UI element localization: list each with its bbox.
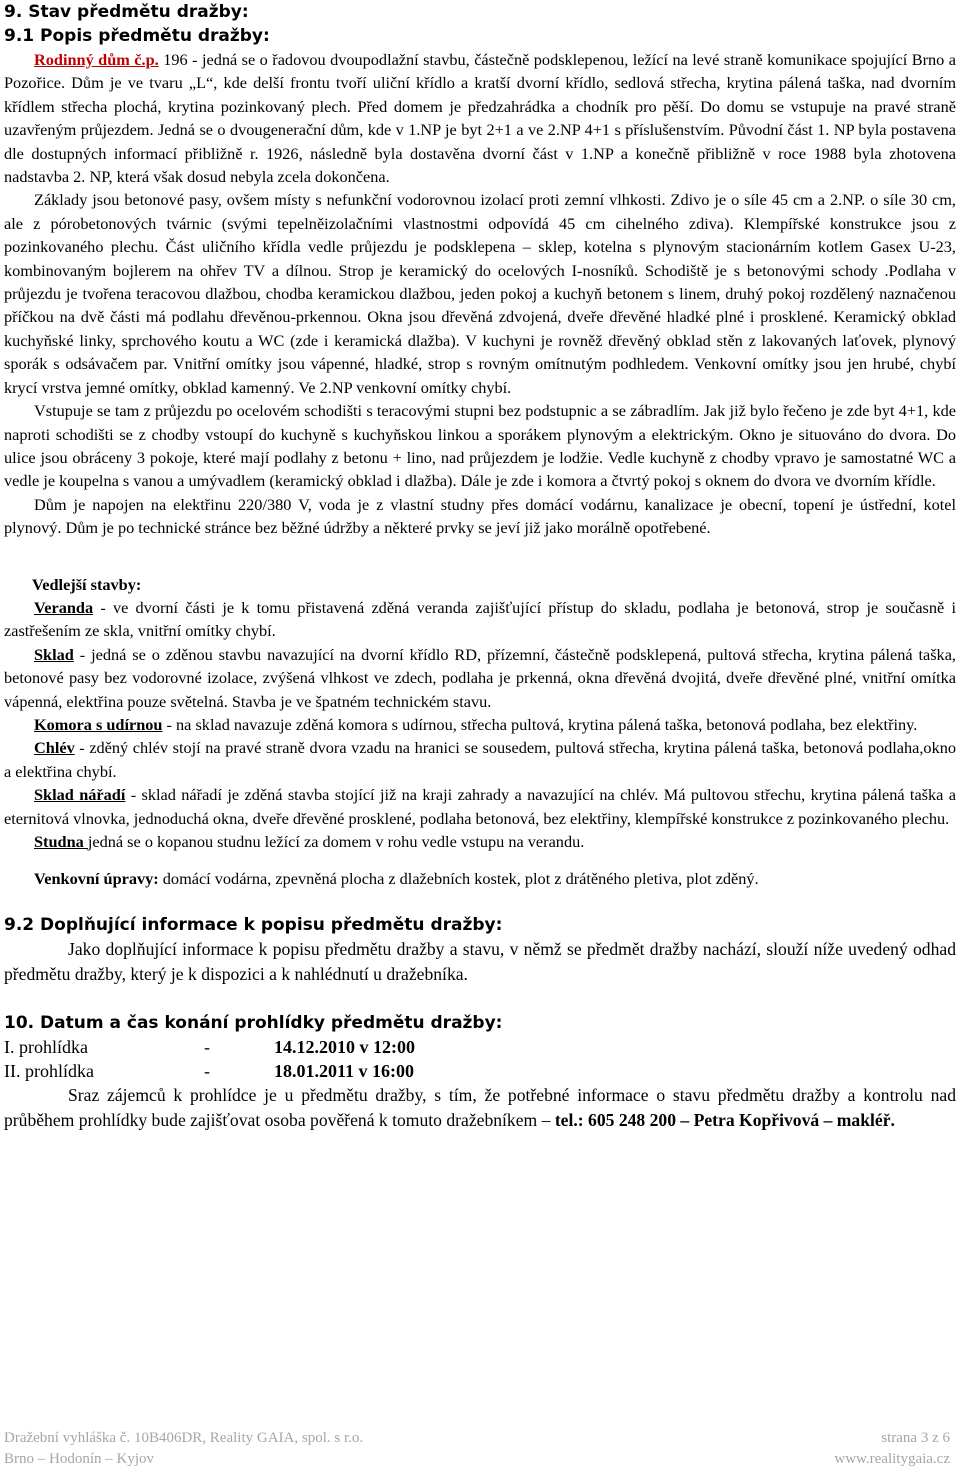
section-10-text: Sraz zájemců k prohlídce je u předmětu dražby, s tím, že potřebné informace o stavu předmětu dražby a kontrolu nad průběhem prohlídky bude zajišťovat osoba pověřená k tomuto dražebníkem – tel.: 605 248 200 – Petra Kopřivová – makléř. (4, 1084, 956, 1130)
house-text: 196 - jedná se o řadovou dvoupodlažní stavbu, částečně podsklepenou, ležící na levé straně komunikace spojující Brno a Pozořice. Dům je ve tvaru „L“, kde delší frontu tvoří uliční křídlo a kratší dvorní křídlo, sedlová střecha, krytina pálená taška, nad dvorním křídlem střecha plochá, krytina pozinkovaný plech. Před domem je předzahrádka a chodník pro pěší. Do domu se vstupuje na pravé straně uzavřeným průjezdem. Jedná se o dvougenerační dům, kde v 1.NP je byt 2+1 a ve 2.NP 4+1 s příslušenstvím. Původní část 1. NP byla postavena dle dostupných informací přibližně r. 1926, následně byla dostavěna dvorní část v 1.NP a konečně přibližně v roce 1988 byla zhotovena nadstavba 2. NP, která však dosud nebyla zcela dokončena. (4, 50, 956, 187)
komora-label: Komora s udírnou (34, 714, 163, 734)
studna-label: Studna (34, 832, 88, 851)
footer-locations: Brno – Hodonín – Kyjov (4, 1451, 154, 1467)
outbuilding-komora: Komora s udírnou - na sklad navazuje zděná komora s udírnou, střecha pultová, krytina pálená taška, betonová podlaha, bez elektřiny. (34, 714, 918, 734)
paragraph-upper-floor: Vstupuje se tam z průjezdu po ocelovém schodišti s teracovými stupni bez podstupnic a se zábradlím. Jak již bylo řečeno je zde byt 4+1, kde naproti schodišti se z chodby vstoupí do kuchyně s kuchyňskou linkou a sporákem plynovým a elektrickým. Okno je situováno do dvora. Do ulice jsou obráceny 3 pokoje, které mají podlahy z betonu + lino, nad průjezdem je lodžie. Vedle kuchyně z chodby vpravo je samostatné WC a vedle je koupelna s vanou a umývadlem (keramický obklad i dlažba). Dále je zde i komora a čtvrtý pokoj s oknem do dvora ve dvorním křídle. (4, 401, 956, 491)
outdoor-label: Venkovní úpravy: (34, 869, 159, 889)
outbuilding-studna: Studna jedná se o kopanou studnu ležící za domem v rohu vedle vstupu na verandu. (34, 832, 585, 851)
tour-row-1: I. prohlídka - 14.12.2010 v 12:00 (4, 1036, 415, 1057)
page-footer (4, 1428, 950, 1470)
outbuilding-sklad: Sklad - jedná se o zděnou stavbu navazující na dvorní křídlo RD, přízemní, částečně podsklepená, pultová střecha, krytina pálená taška, betonové pasy bez vodorovné izolace, zvýšená vlhkost ve zdech, podlaha je prkenná, okna dřevěná dvojitá, dveře dřevěné plné, vnitřní omítka vápenná, elektřina pouze světelná. Stavba je ve špatném technickém stavu. (4, 644, 956, 711)
house-label: Rodinný dům č.p. (34, 50, 159, 69)
outbuilding-chlev: Chlév - zděný chlév stojí na pravé straně dvora vzadu na hranici se sousedem, pultová střecha, krytina pálená taška, betonová podlaha,okno a elektřina chybí. (4, 738, 956, 781)
footer-website: www.realitygaia.cz (834, 1451, 950, 1467)
footer-document-ref: Dražební vyhláška č. 10B406DR, Reality GAIA, spol. s r.o. (4, 1430, 364, 1446)
section-9-2-text: Jako doplňující informace k popisu předmětu dražby a stavu, v němž se předmět dražby nachází, slouží níže uvedený odhad předmětu dražby, který je k dispozici a k nahlédnutí u dražebníka. (4, 938, 956, 984)
paragraph-utilities: Dům je napojen na elektřinu 220/380 V, voda je z vlastní studny přes domácí vodárnu, kanalizace je obecní, topení je ústřední, kotel plynový. Dům je po technické stránce bez běžné údržby a některé prvky se jeví již jako morálně opotřebené. (4, 494, 956, 538)
paragraph-house (4, 48, 956, 188)
paragraph-construction: Základy jsou betonové pasy, ovšem místy s nefunkční vodorovnou izolací proti zemní vlhkosti. Zdivo je o síle 45 cm a 2.NP. o síle 30 cm, ale z pórobetonových tvárnic (svými tepelněizolačními vlastnostmi odpovídá 45 cm cihelného zdiva). Klempířské konstrukce jsou z pozinkovaného plechu. Část uličního křídla vedle průjezdu je podsklepena – sklep, kotelna s plynovým stacionárním kotlem Gasex U-23, kombinovaným bojlerem na ohřev TV a dílnou. Strop je keramický do ocelových I-nosníků. Schodiště je s betonovými schody .Podlaha v průjezdu je tvořena teracovou dlažbou, chodba keramickou dlažbou, jeden pokoj a kuchyň betonem s linem, druhý pokoj rozdělený naznačenou příčkou na dvě části má podlahu dřevěnou-prkennou. Okna jsou dřevěná zdvojená, dveře dřevěné hladké plné i prosklené. Keramický obklad kuchyňské linky, sprchového koutu a WC (zde i keramická dlažba). V kuchyni je rovněž dřevěný obklad stěn z lakovaných laťovek, plynový sporák s odsávačem par. Vnitřní omítky jsou vápenné, hladké, strop s rovným omítnutým podhledem. Venkovní omítky jsou jen hrubé, chybí krycí vrstva jemné omítky, obklad kamenný. Ve 2.NP venkovní omítky chybí. (4, 190, 956, 397)
veranda-label: Veranda (34, 597, 94, 617)
outbuilding-naradi: Sklad nářadí - sklad nářadí je zděná stavba stojící již na kraji zahrady a navazující na chlév. Má pultovou střechu, krytina pálená taška a eternitová vlnovka, jednoduchá okna, dveře dřevěné prosklené, podlaha betonová, bez elektřiny, klempířské konstrukce z pozinkovaného plechu. (4, 785, 956, 828)
tour-row-2: II. prohlídka - 18.01.2011 v 16:00 (4, 1060, 415, 1081)
sklad-label: Sklad (34, 644, 74, 664)
section-9-2-heading: 9.2 Doplňující informace k popisu předmětu dražby: (4, 914, 503, 935)
outdoor-improvements: Venkovní úpravy: domácí vodárna, zpevněná plocha z dlažebních kostek, plot z drátěného pletiva, plot zděný. (34, 869, 759, 889)
document-page (4, 0, 956, 1473)
naradi-label: Sklad nářadí (34, 785, 126, 805)
section-9-1-heading: 9.1 Popis předmětu dražby: (4, 26, 270, 46)
outbuildings-title: Vedlejší stavby: (32, 574, 142, 594)
chlev-label: Chlév (34, 738, 75, 758)
description-body (4, 48, 956, 891)
contact-info: tel.: 605 248 200 – Petra Kopřivová – makléř. (554, 1109, 895, 1130)
outbuilding-veranda: Veranda - ve dvorní části je k tomu přistavená zděná veranda zajišťující přístup do skladu, podlaha je betonová, strop je současně i zastřešením ze skla, vnitřní omítky chybí. (4, 597, 956, 641)
footer-page-number: strana 3 z 6 (881, 1430, 950, 1446)
section-9-heading: 9. Stav předmětu dražby: (4, 2, 249, 22)
section-10-heading: 10. Datum a čas konání prohlídky předmětu dražby: (4, 1012, 503, 1033)
